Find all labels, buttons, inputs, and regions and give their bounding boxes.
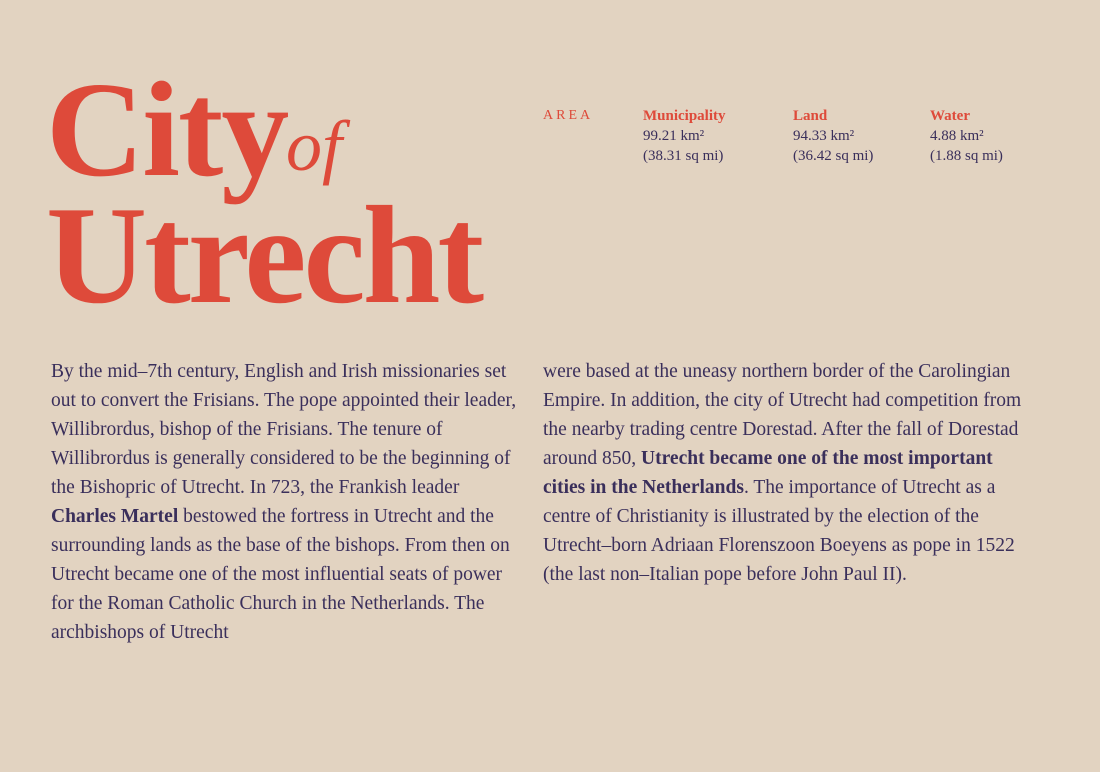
stat-water	[930, 106, 1003, 166]
stat-land-head: Land	[793, 108, 828, 124]
stat-land	[793, 106, 873, 166]
stat-land-mi: (36.42 sq mi)	[793, 148, 874, 164]
stat-land-km: 94.33 km²	[793, 128, 855, 144]
body-column-2	[543, 357, 1033, 589]
column2-bold: Utrecht became one of the most important cities in the Netherlands	[543, 448, 993, 498]
title-of: of	[286, 106, 343, 186]
title-utrecht: Utrecht	[46, 178, 482, 333]
area-label: AREA	[543, 108, 594, 123]
stat-water-mi: (1.88 sq mi)	[930, 148, 1003, 164]
body-column-1	[51, 357, 521, 647]
stat-municipality	[643, 106, 726, 166]
column2-text2: . The importance of Utrecht as a centre of Christianity is illustrated by the election of the Utrecht–born Adriaan Florenszoon Boeyens as pope in 1522 (the last non–Italian pope before John Paul II).	[543, 477, 1015, 585]
stat-municipality-mi: (38.31 sq mi)	[643, 148, 724, 164]
column1-text2: bestowed the fortress in Utrecht and the surrounding lands as the base of the bishops. From then on Utrecht became one of the most influential seats of power for the Roman Catholic Church in the Netherlands. The archbishops of Utrecht	[51, 506, 510, 643]
body-paragraph-1	[51, 357, 521, 647]
body-paragraph-2	[543, 357, 1033, 589]
stat-municipality-km: 99.21 km²	[643, 128, 705, 144]
stat-water-head: Water	[930, 108, 970, 124]
column1-text1: By the mid–7th century, English and Irish missionaries set out to convert the Frisians. The pope appointed their leader, Willibrordus, bishop of the Frisians. The tenure of Willibrordus is generally considered to be the beginning of the Bishopric of Utrecht. In 723, the Frankish leader	[51, 361, 517, 498]
column1-bold: Charles Martel	[51, 506, 179, 527]
column2-text1: were based at the uneasy northern border of the Carolingian Empire. In addition, the city of Utrecht had competition from the nearby trading centre Dorestad. After the fall of Dorestad around 850,	[543, 361, 1022, 469]
title-city: City	[46, 55, 288, 205]
stat-municipality-head: Municipality	[643, 108, 726, 124]
stat-water-km: 4.88 km²	[930, 128, 984, 144]
